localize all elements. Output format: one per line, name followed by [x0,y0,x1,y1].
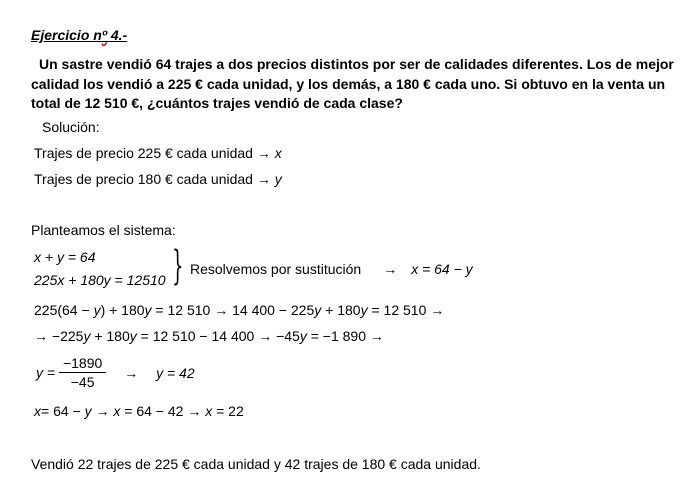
spellcheck-underline: º [101,27,107,43]
fraction: $\frac{-1890}{-45}$ [59,355,106,390]
substitution-method: Resolvemos por sustitución → x = 64 − y [190,261,473,277]
system-equation-2: 225x + 180y = 12510 [34,272,166,288]
variable-y-definition: Trajes de precio 180 € cada unidad → y [34,171,282,187]
fraction-step: y = $\frac{-1890}{-45}$ → y = 42 [36,355,195,390]
system-intro: Planteamos el sistema: [31,222,176,238]
system-brace: } [172,243,184,289]
problem-statement: Un sastre vendió 64 trajes a dos precios distintos por ser de calidades diferentes. Los de mejor calidad los vendió a 225 € cada unidad, y los demás, a 180 € cada uno. Si obtuvo en la venta un total de 12 510 €, ¿cuántos trajes vendió de cada clase? [31,56,674,111]
variable-x-definition: Trajes de precio 225 € cada unidad → x [34,145,282,161]
solution-label: Solución: [42,119,100,135]
step-3: x= 64 − y → x = 64 − 42 → x = 22 [34,403,244,419]
conclusion: Vendió 22 trajes de 225 € cada unidad y 42 trajes de 180 € cada unidad. [31,456,481,472]
exercise-title: Ejercicio nº 4.- [31,27,128,43]
system-equation-1: x + y = 64 [34,249,96,265]
step-1: 225(64 − y) + 180y = 12 510 → 14 400 − 225y + 180y = 12 510 → [34,302,445,318]
step-2: → −225y + 180y = 12 510 − 14 400 → −45y = −1 890 → [34,328,384,344]
